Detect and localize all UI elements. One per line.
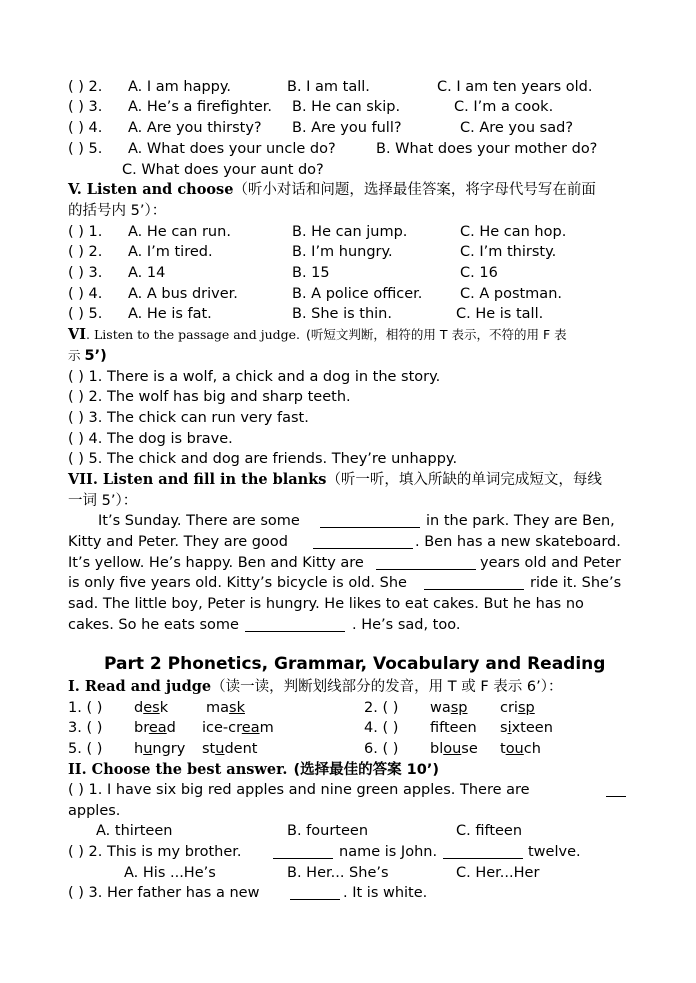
- section-6-instruction: 示 5’): [68, 348, 107, 364]
- sec6-item-1: ( ) 1. There is a wolf, a chick and a dog in the story.: [68, 369, 441, 385]
- section-6-heading: VI. Listen to the passage and judge. (听短文判断，相符的用 T 表示，不符的用 F 表: [68, 326, 567, 343]
- sec6-item-2: ( ) 2. The wolf has big and sharp teeth.: [68, 389, 351, 405]
- part2-section-1-heading: I. Read and judge（读一读，判断划线部分的发音，用 T 或 F 表示 6’）：: [68, 678, 563, 695]
- section-7-heading: VII. Listen and fill in the blanks（听一听，填入所缺的单词完成短文，每线: [68, 471, 602, 488]
- q3-blank[interactable]: [290, 885, 340, 900]
- section-7-instruction: 一词 5’）：: [68, 493, 138, 509]
- blank-4[interactable]: [424, 575, 524, 590]
- q1-blank[interactable]: [606, 782, 626, 797]
- blank-5[interactable]: [245, 617, 345, 632]
- q2-blank-2[interactable]: [443, 844, 523, 859]
- q2-blank-1[interactable]: [273, 844, 333, 859]
- sec6-item-5: ( ) 5. The chick and dog are friends. They’re unhappy.: [68, 451, 458, 467]
- section-5-instruction: 的括号内 5’）：: [68, 203, 167, 219]
- sec6-item-4: ( ) 4. The dog is brave.: [68, 431, 233, 447]
- part-2-title: Part 2 Phonetics, Grammar, Vocabulary and Reading: [104, 654, 606, 674]
- blank-1[interactable]: [320, 513, 420, 528]
- blank-3[interactable]: [376, 555, 476, 570]
- part2-section-2-heading: II. Choose the best answer. (选择最佳的答案 10’): [68, 761, 439, 778]
- blank-2[interactable]: [313, 534, 413, 549]
- sec6-item-3: ( ) 3. The chick can run very fast.: [68, 410, 309, 426]
- section-5-heading: V. Listen and choose（听小对话和问题，选择最佳答案，将字母代号写在前面: [68, 181, 596, 198]
